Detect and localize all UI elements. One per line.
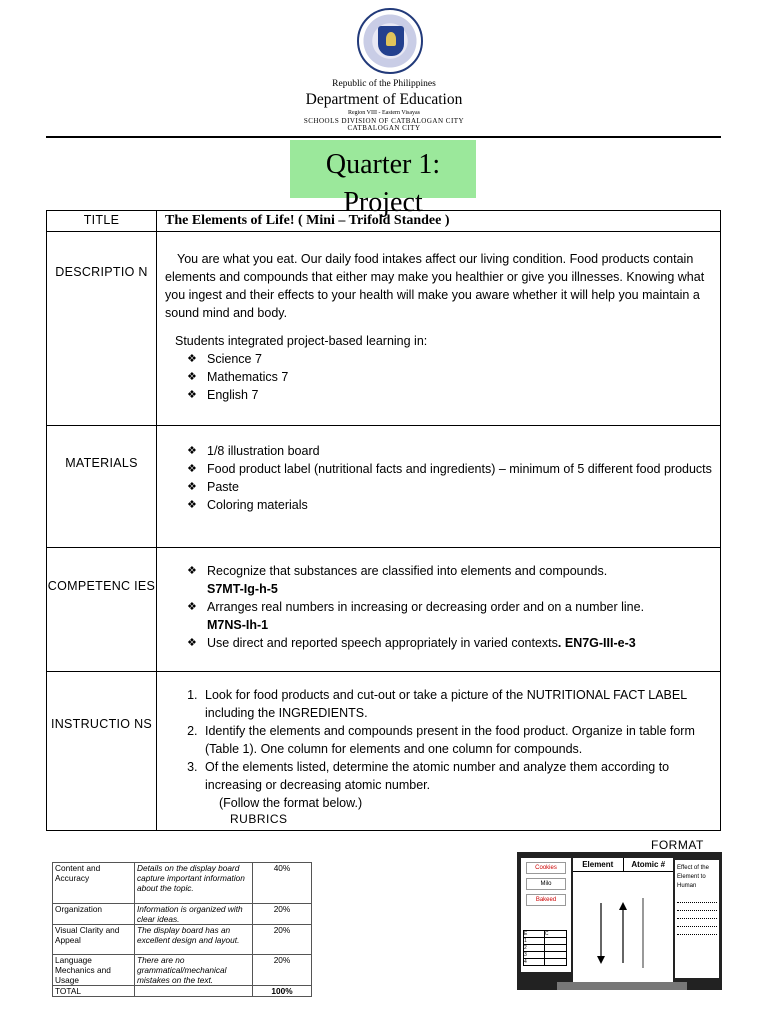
- table-row: TOTAL 100%: [53, 986, 312, 997]
- instructions-content: [157, 672, 721, 831]
- deped-seal: [357, 8, 423, 74]
- project-table: [46, 210, 721, 831]
- product-tag: Bakeed: [526, 894, 566, 906]
- table-row: Organization Information is organized with clear ideas. 20%: [53, 904, 312, 925]
- side-text: Effect of the Element to Human: [677, 865, 709, 889]
- center-panel: [573, 858, 673, 982]
- instruction-note: (Follow the format below.): [219, 796, 363, 810]
- title-label: TITLE: [47, 211, 157, 232]
- department-title: Department of Education: [305, 91, 463, 108]
- rubrics-title: RUBRICS: [230, 812, 288, 826]
- material-item: ❖ 1/8 illustration board: [187, 444, 320, 458]
- description-content: [157, 232, 721, 426]
- materials-label: MATERIALS: [47, 426, 157, 548]
- instructions-label: INSTRUCTIO NS: [47, 672, 157, 831]
- instruction-step: 1. Look for food products and cut-out or take a picture of the NUTRITIONAL FACT LABEL including the INGREDIENTS.: [201, 686, 712, 722]
- mini-table: E C 1 2 3 4: [523, 930, 567, 966]
- division-line: SCHOOLS DIVISION OF CATBALOGAN CITY: [303, 117, 465, 125]
- order-arrows-icon: [593, 898, 653, 968]
- format-title: FORMAT: [651, 838, 704, 852]
- table-row: Content and Accuracy Details on the display board capture important information about the topic. 40%: [53, 863, 312, 904]
- city-line: CATBALOGAN CITY: [347, 124, 421, 132]
- description-paragraph: You are what you eat. Our daily food intakes affect our living condition. Food products contain elements and compounds that either may make you healthier or give you illnesses. Knowing what you ingest and their effects to your health will make you aware whether it will help you maintain a sound mind and body.: [165, 252, 705, 320]
- table-row: Language Mechanics and Usage There are no grammatical/mechanical mistakes on the text. 20%: [53, 955, 312, 986]
- materials-content: [157, 426, 721, 548]
- product-tag: Cookies: [526, 862, 566, 874]
- format-illustration: [517, 852, 722, 990]
- left-panel: [521, 858, 571, 972]
- subject-item: ❖ Science 7: [187, 352, 262, 366]
- description-intro: Students integrated project-based learning in:: [175, 334, 428, 348]
- competencies-content: [157, 548, 721, 672]
- competency-item: ❖ Recognize that substances are classified into elements and compounds. S7MT-Ig-h-5: [187, 564, 608, 596]
- material-item: ❖ Coloring materials: [187, 498, 308, 512]
- rubrics-table: [52, 862, 312, 997]
- quarter-banner: Quarter 1: Project: [290, 140, 476, 198]
- atomic-column: Atomic #: [631, 860, 666, 869]
- table-row: Visual Clarity and Appeal The display board has an excellent design and layout. 20%: [53, 925, 312, 955]
- header-divider: [46, 136, 721, 138]
- material-item: ❖ Paste: [187, 480, 239, 494]
- right-panel: [675, 860, 719, 978]
- element-column: Element: [573, 858, 624, 871]
- competency-item: ❖ Use direct and reported speech appropriately in varied contexts. EN7G-III-e-3: [187, 636, 636, 650]
- instruction-step: 2. Identify the elements and compounds present in the food product. Organize in table form (Table 1). One column for elements and one column for compounds.: [201, 722, 712, 758]
- competencies-label: COMPETENC IES: [47, 548, 157, 672]
- subject-item: ❖ English 7: [187, 388, 259, 402]
- product-tag: Milo: [526, 878, 566, 890]
- description-label: DESCRIPTIO N: [47, 232, 157, 426]
- republic-line: Republic of the Philippines: [332, 79, 436, 89]
- title-text: The Elements of Life! ( Mini – Trifold Standee ): [157, 211, 721, 232]
- instruction-step: 3. Of the elements listed, determine the atomic number and analyze them according to increasing or decreasing atomic number.: [201, 758, 712, 794]
- region-line: Region VIII - Eastern Visayas: [347, 110, 421, 116]
- material-item: ❖ Food product label (nutritional facts and ingredients) – minimum of 5 different food products: [187, 462, 712, 476]
- competency-item: ❖ Arranges real numbers in increasing or decreasing order and on a number line. M7NS-Ih-1: [187, 600, 645, 632]
- subject-item: ❖ Mathematics 7: [187, 370, 289, 384]
- stand-base: [557, 982, 687, 990]
